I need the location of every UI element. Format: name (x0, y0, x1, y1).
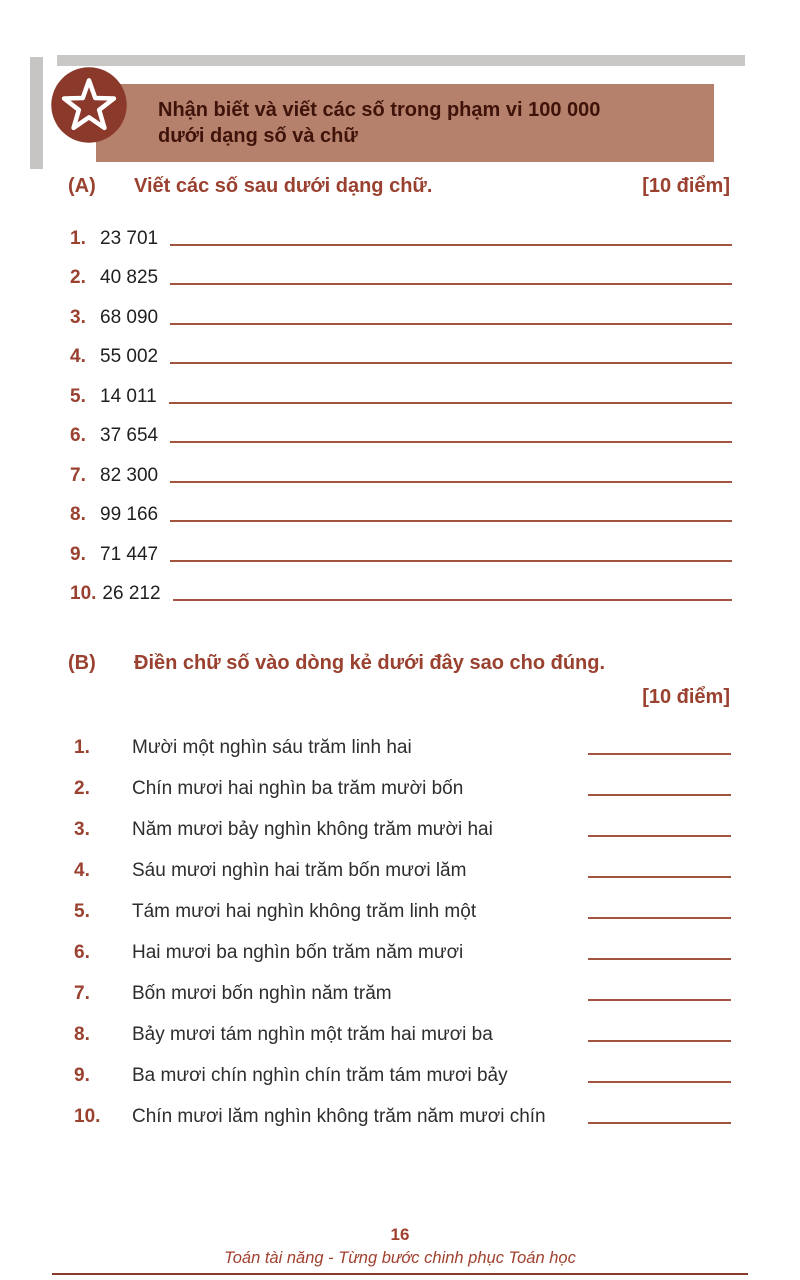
answer-row (70, 256, 732, 296)
item-number: 8. (74, 1024, 90, 1045)
item-value: 99 166 (100, 504, 159, 525)
item-number: 5. (74, 901, 90, 922)
answer-line (170, 560, 732, 562)
word-problem-row (74, 767, 731, 808)
item-number: 6. (70, 425, 86, 446)
word-problem-row (74, 1054, 731, 1095)
item-value: 71 447 (100, 543, 159, 565)
item-number: 8. (70, 504, 86, 525)
item-value: 82 300 (100, 464, 159, 486)
item-text: Chín mươi hai nghìn ba trăm mười bốn (132, 778, 464, 799)
answer-line (170, 520, 732, 522)
answer-line (170, 244, 732, 246)
answer-row (70, 532, 732, 572)
answer-line (588, 1122, 731, 1124)
section-b-points: [10 điểm] (642, 686, 730, 708)
lesson-title-line2: dưới dạng số và chữ (158, 125, 358, 147)
answer-row (70, 295, 732, 335)
item-text: Sáu mươi nghìn hai trăm bốn mươi lăm (132, 860, 467, 881)
item-number: 9. (70, 543, 86, 565)
item-number: 4. (74, 860, 90, 881)
section-a-title: Viết các số sau dưới dạng chữ. (134, 175, 433, 197)
footer-rule (52, 1273, 748, 1275)
word-problem-row (74, 972, 731, 1013)
item-number: 7. (74, 983, 90, 1004)
word-problem-row (74, 808, 731, 849)
item-text: Năm mươi bảy nghìn không trăm mười hai (132, 819, 493, 840)
star-badge (48, 64, 130, 146)
item-text: Ba mươi chín nghìn chín trăm tám mươi bảy (132, 1065, 508, 1086)
item-text: Chín mươi lăm nghìn không trăm năm mươi chín (132, 1106, 546, 1127)
word-problem-row (74, 849, 731, 890)
answer-line (588, 794, 731, 796)
answer-line (588, 835, 731, 837)
section-b-label: (B) (68, 652, 96, 674)
item-text: Mười một nghìn sáu trăm linh hai (132, 737, 412, 758)
item-number: 7. (70, 464, 86, 486)
item-number: 5. (70, 385, 86, 407)
section-b-title: Điền chữ số vào dòng kẻ dưới đây sao cho đúng. (134, 652, 606, 674)
item-value: 14 011 (100, 385, 157, 407)
answer-row (70, 335, 732, 375)
title-banner (96, 84, 714, 162)
footer-page-number: 16 (390, 1225, 410, 1244)
answer-row (70, 414, 732, 454)
section-a-heading (68, 175, 730, 198)
answer-row (70, 374, 732, 414)
answer-line (170, 283, 732, 285)
item-value: 26 212 (102, 583, 161, 604)
item-number: 10. (70, 583, 97, 604)
section-b-list (74, 726, 731, 1136)
answer-line (169, 402, 732, 404)
item-number: 9. (74, 1065, 90, 1086)
item-text: Bốn mươi bốn nghìn năm trăm (132, 983, 392, 1004)
lesson-title-line1: Nhận biết và viết các số trong phạm vi 100 000 (158, 98, 601, 121)
word-problem-row (74, 726, 731, 767)
word-problem-row (74, 931, 731, 972)
answer-line (588, 958, 731, 960)
answer-line (173, 599, 732, 601)
answer-row (70, 493, 732, 533)
answer-line (588, 753, 731, 755)
item-number: 2. (70, 267, 86, 288)
section-a-points: [10 điểm] (642, 175, 730, 197)
item-value: 37 654 (100, 425, 159, 446)
footer-tagline: Toán tài năng - Từng bước chinh phục Toán học (224, 1249, 576, 1267)
item-text: Hai mươi ba nghìn bốn trăm năm mươi (132, 942, 464, 963)
answer-row (70, 453, 732, 493)
item-number: 3. (70, 306, 86, 328)
answer-line (170, 481, 732, 483)
answer-line (588, 1040, 731, 1042)
left-decoration-bar (30, 57, 43, 169)
answer-line (170, 362, 732, 364)
word-problem-row (74, 1013, 731, 1054)
answer-line (170, 441, 732, 443)
item-number: 10. (74, 1106, 101, 1127)
star-icon (48, 64, 130, 146)
word-problem-row (74, 890, 731, 931)
item-value: 23 701 (100, 227, 159, 249)
item-text: Bảy mươi tám nghìn một trăm hai mươi ba (132, 1024, 493, 1045)
item-number: 1. (74, 737, 90, 758)
item-number: 3. (74, 819, 90, 840)
section-a-list (70, 216, 732, 611)
top-decoration-bar (57, 55, 745, 66)
item-number: 4. (70, 346, 86, 367)
section-a-label: (A) (68, 175, 96, 197)
item-number: 1. (70, 227, 86, 249)
answer-line (170, 323, 732, 325)
answer-row (70, 572, 732, 612)
item-value: 68 090 (100, 306, 159, 328)
section-b-heading (68, 652, 730, 675)
answer-line (588, 917, 731, 919)
answer-row (70, 216, 732, 256)
item-value: 40 825 (100, 267, 159, 288)
answer-line (588, 999, 731, 1001)
item-value: 55 002 (100, 346, 159, 367)
item-number: 6. (74, 942, 90, 963)
item-text: Tám mươi hai nghìn không trăm linh một (132, 901, 477, 922)
word-problem-row (74, 1095, 731, 1136)
item-number: 2. (74, 778, 90, 799)
answer-line (588, 876, 731, 878)
answer-line (588, 1081, 731, 1083)
